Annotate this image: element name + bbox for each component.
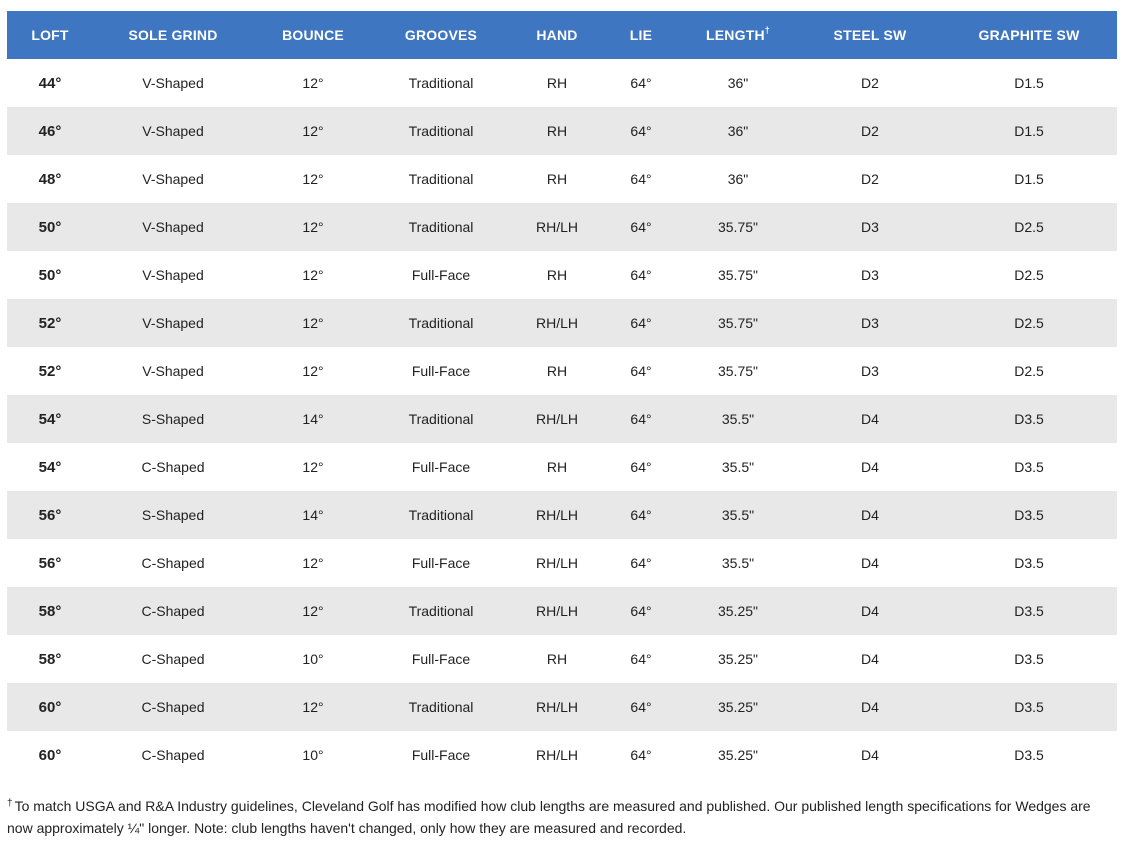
cell-loft: 58° [38,650,62,668]
cell-graphite-sw: D2.5 [1014,315,1044,331]
cell-hand: RH [546,363,568,379]
cell-loft: 46° [38,122,62,140]
cell-graphite-sw: D1.5 [1014,171,1044,187]
cell-graphite-sw: D2.5 [1014,219,1044,235]
cell-hand: RH/LH [535,699,578,715]
table-header [7,11,1117,59]
header-hand [509,11,605,59]
cell-hand: RH/LH [535,603,578,619]
cell-bounce: 10° [302,651,324,667]
header-bounce-label: BOUNCE [282,27,344,43]
cell-hand: RH/LH [535,507,578,523]
cell-bounce: 12° [302,219,324,235]
cell-grooves: Traditional [408,75,474,91]
cell-sole-grind: C-Shaped [141,459,205,475]
cell-graphite-sw: D3.5 [1014,651,1044,667]
cell-lie: 64° [630,459,652,475]
table-row [7,491,1117,539]
cell-length: 35.5" [721,555,755,571]
cell-bounce: 12° [302,267,324,283]
cell-steel-sw: D3 [861,363,879,379]
header-grooves-label: GROOVES [404,27,478,43]
header-bounce [253,11,373,59]
cell-lie: 64° [630,555,652,571]
cell-steel-sw: D4 [861,699,879,715]
length-dagger-mark: † [764,25,770,35]
cell-graphite-sw: D3.5 [1014,555,1044,571]
cell-sole-grind: C-Shaped [141,651,205,667]
cell-sole-grind: V-Shaped [142,171,204,187]
cell-graphite-sw: D2.5 [1014,363,1044,379]
cell-sole-grind: C-Shaped [141,699,205,715]
footnote-dagger-mark: † [7,798,13,809]
cell-hand: RH [546,171,568,187]
header-lie-label: LIE [629,27,653,43]
cell-length: 35.25" [717,699,758,715]
table-row [7,443,1117,491]
cell-length: 35.75" [717,363,758,379]
cell-grooves: Traditional [408,699,474,715]
cell-bounce: 12° [302,699,324,715]
cell-grooves: Traditional [408,603,474,619]
cell-hand: RH [546,651,568,667]
cell-loft: 50° [38,266,62,284]
cell-grooves: Full-Face [411,747,471,763]
table-row [7,203,1117,251]
header-steel-sw-label: STEEL SW [833,27,907,43]
footnote-text: To match USGA and R&A Industry guidelines, Cleveland Golf has modified how club lengths are measured and published. Our published length specifications for Wedges are now approximately ¼" longer. Note: club lengths haven't changed, only how they are measured and recorded. [7,798,1091,836]
wedge-spec-table [7,11,1117,779]
cell-bounce: 14° [302,411,324,427]
cell-bounce: 12° [302,171,324,187]
cell-bounce: 12° [302,555,324,571]
cell-lie: 64° [630,123,652,139]
cell-length: 35.25" [717,603,758,619]
cell-loft: 44° [38,74,62,92]
cell-sole-grind: V-Shaped [142,315,204,331]
cell-loft: 56° [38,554,62,572]
header-graphite-sw [941,11,1117,59]
cell-loft: 58° [38,602,62,620]
table-body [7,59,1117,779]
cell-steel-sw: D3 [861,267,879,283]
cell-loft: 60° [38,698,62,716]
cell-steel-sw: D4 [861,459,879,475]
cell-grooves: Traditional [408,219,474,235]
cell-grooves: Full-Face [411,555,471,571]
cell-hand: RH [546,267,568,283]
cell-length: 35.75" [717,267,758,283]
header-length [677,11,799,59]
cell-length: 36" [727,123,749,139]
cell-hand: RH/LH [535,411,578,427]
cell-sole-grind: S-Shaped [141,507,205,523]
cell-lie: 64° [630,171,652,187]
cell-grooves: Full-Face [411,363,471,379]
cell-lie: 64° [630,507,652,523]
cell-grooves: Traditional [408,411,474,427]
cell-graphite-sw: D1.5 [1014,75,1044,91]
cell-sole-grind: V-Shaped [142,123,204,139]
cell-graphite-sw: D3.5 [1014,411,1044,427]
cell-steel-sw: D4 [861,507,879,523]
cell-loft: 54° [38,458,62,476]
cell-bounce: 12° [302,363,324,379]
cell-lie: 64° [630,603,652,619]
cell-bounce: 12° [302,315,324,331]
cell-steel-sw: D4 [861,555,879,571]
cell-lie: 64° [630,411,652,427]
cell-lie: 64° [630,363,652,379]
cell-lie: 64° [630,267,652,283]
cell-sole-grind: C-Shaped [141,555,205,571]
table-row [7,347,1117,395]
cell-grooves: Traditional [408,507,474,523]
cell-lie: 64° [630,219,652,235]
cell-loft: 54° [38,410,62,428]
cell-sole-grind: C-Shaped [141,747,205,763]
cell-graphite-sw: D3.5 [1014,459,1044,475]
header-hand-label: HAND [536,27,578,43]
cell-length: 35.25" [717,747,758,763]
header-grooves [373,11,509,59]
cell-graphite-sw: D3.5 [1014,699,1044,715]
cell-graphite-sw: D3.5 [1014,603,1044,619]
table-row [7,395,1117,443]
cell-loft: 48° [38,170,62,188]
cell-grooves: Full-Face [411,651,471,667]
cell-steel-sw: D2 [861,75,879,91]
cell-lie: 64° [630,315,652,331]
header-graphite-sw-label: GRAPHITE SW [978,27,1080,43]
table-row [7,59,1117,107]
cell-steel-sw: D4 [861,411,879,427]
cell-lie: 64° [630,699,652,715]
cell-sole-grind: C-Shaped [141,603,205,619]
cell-graphite-sw: D1.5 [1014,123,1044,139]
cell-length: 35.5" [721,411,755,427]
cell-loft: 60° [38,746,62,764]
cell-hand: RH [546,75,568,91]
table-row [7,539,1117,587]
cell-bounce: 12° [302,603,324,619]
cell-hand: RH [546,459,568,475]
length-footnote [7,795,1117,839]
cell-length: 35.25" [717,651,758,667]
cell-bounce: 10° [302,747,324,763]
header-loft-label: LOFT [31,27,69,43]
cell-grooves: Traditional [408,123,474,139]
table-row [7,731,1117,779]
table-row [7,251,1117,299]
header-length-label: LENGTH [706,27,765,43]
header-steel-sw [799,11,941,59]
header-lie [605,11,677,59]
cell-length: 36" [727,171,749,187]
header-sole-grind-label: SOLE GRIND [128,27,218,43]
cell-steel-sw: D4 [861,603,879,619]
cell-grooves: Full-Face [411,459,471,475]
cell-graphite-sw: D3.5 [1014,507,1044,523]
cell-bounce: 12° [302,75,324,91]
cell-length: 35.75" [717,219,758,235]
cell-steel-sw: D3 [861,315,879,331]
cell-steel-sw: D2 [861,171,879,187]
cell-loft: 56° [38,506,62,524]
table-row [7,107,1117,155]
cell-length: 36" [727,75,749,91]
table-row [7,683,1117,731]
cell-length: 35.75" [717,315,758,331]
cell-length: 35.5" [721,507,755,523]
header-loft [7,11,93,59]
cell-bounce: 14° [302,507,324,523]
cell-grooves: Traditional [408,315,474,331]
cell-sole-grind: V-Shaped [142,219,204,235]
cell-hand: RH/LH [535,747,578,763]
cell-sole-grind: V-Shaped [142,267,204,283]
cell-sole-grind: V-Shaped [142,75,204,91]
cell-grooves: Traditional [408,171,474,187]
cell-sole-grind: S-Shaped [141,411,205,427]
cell-hand: RH/LH [535,315,578,331]
table-row [7,299,1117,347]
header-sole-grind [93,11,253,59]
cell-steel-sw: D2 [861,123,879,139]
cell-bounce: 12° [302,123,324,139]
cell-sole-grind: V-Shaped [142,363,204,379]
cell-hand: RH [546,123,568,139]
cell-bounce: 12° [302,459,324,475]
table-row [7,635,1117,683]
header-row [7,11,1117,59]
cell-lie: 64° [630,651,652,667]
cell-loft: 52° [38,314,62,332]
cell-steel-sw: D4 [861,651,879,667]
cell-steel-sw: D4 [861,747,879,763]
cell-loft: 50° [38,218,62,236]
cell-grooves: Full-Face [411,267,471,283]
cell-lie: 64° [630,75,652,91]
cell-steel-sw: D3 [861,219,879,235]
cell-hand: RH/LH [535,555,578,571]
cell-graphite-sw: D2.5 [1014,267,1044,283]
cell-hand: RH/LH [535,219,578,235]
table-row [7,587,1117,635]
cell-graphite-sw: D3.5 [1014,747,1044,763]
cell-length: 35.5" [721,459,755,475]
cell-lie: 64° [630,747,652,763]
cell-loft: 52° [38,362,62,380]
table-row [7,155,1117,203]
